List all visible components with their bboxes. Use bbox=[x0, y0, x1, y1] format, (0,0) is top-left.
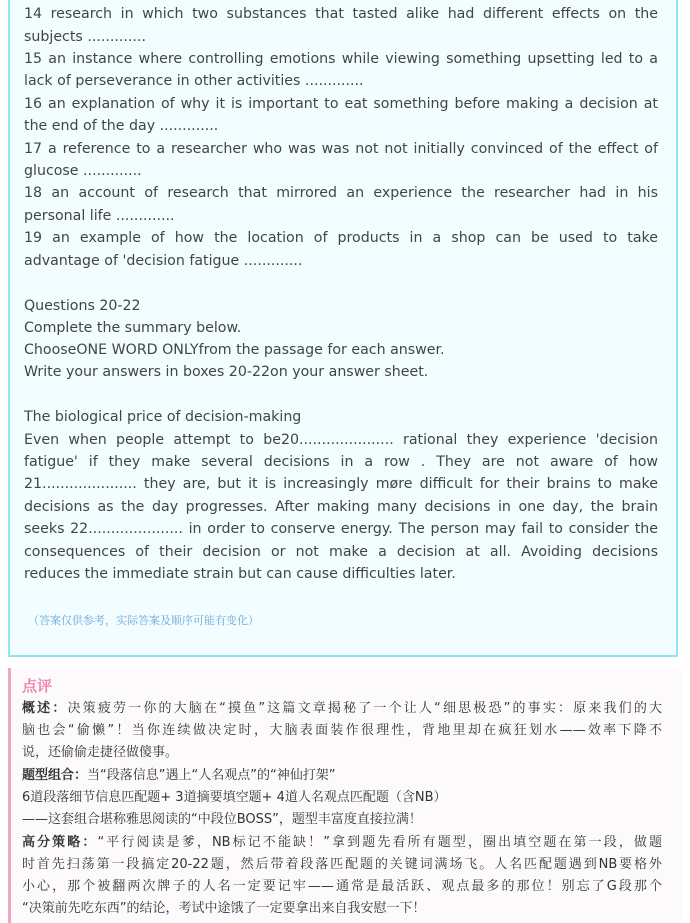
question-types-line-3: ——这套组合堪称雅思阅读的“中段位BOSS”，题型丰富度直接拉满！ bbox=[22, 812, 422, 827]
instruction-2: ChooseONE WORD ONLYfrom the passage for each answer. bbox=[24, 342, 445, 358]
question-19-line2: advantage of 'decision fatigue ............. bbox=[24, 253, 303, 269]
question-15-line2: lack of perseverance in other activities ............. bbox=[24, 73, 364, 89]
question-17-line1: 17 a reference to a researcher who was was not not initially convinced of the effect of bbox=[24, 141, 658, 157]
question-17-line2: glucose ............. bbox=[24, 163, 142, 179]
overview-line-2: 脑也会“偷懒”！当你连续做决定时，大脑表面装作很理性，背地里却在疯狂划水——效率下降不 bbox=[22, 723, 662, 738]
question-18-line2: personal life ............. bbox=[24, 208, 175, 224]
summary-line-5: seeks 22..................... in order to conserve energy. The person may fail to consider the bbox=[24, 521, 658, 537]
summary-line-6: consequences of their decision or not make a decision at all. Avoiding decisions bbox=[24, 544, 658, 560]
strategy-line-4: “决策前先吃东西”的结论，考试中途饿了一定要拿出来自我安慰一下！ bbox=[22, 901, 426, 916]
question-14-line1: 14 research in which two substances that tasted alike had different effects on the bbox=[24, 6, 658, 22]
overview-label: 概述： bbox=[22, 701, 68, 716]
answer-disclaimer: （答案仅供参考，实际答案及顺序可能有变化） bbox=[28, 614, 259, 627]
overview-line-1 bbox=[22, 698, 662, 720]
question-19-line1: 19 an example of how the location of products in a shop can be used to take bbox=[24, 230, 658, 246]
question-15-line1: 15 an instance where controlling emotions while viewing something upsetting led to a bbox=[24, 51, 658, 67]
strategy-line-2: 时首先扫荡第一段搞定20-22题，然后带着段落匹配题的关键词满场飞。人名匹配题遇到NB要格外 bbox=[22, 857, 662, 872]
question-16-line1: 16 an explanation of why it is important to eat something before making a decision at bbox=[24, 96, 658, 112]
question-18-line1: 18 an account of research that mirrored an experience the researcher had in his bbox=[24, 185, 658, 201]
summary-line-1: Even when people attempt to be20..................... rational they experience 'decision bbox=[24, 432, 658, 448]
question-16-line2: the end of the day ............. bbox=[24, 118, 219, 134]
instruction-3: Write your answers in boxes 20-22on your answer sheet. bbox=[24, 364, 429, 380]
instruction-1: Complete the summary below. bbox=[24, 320, 242, 336]
summary-line-7: reduces the immediate strain but can cause difficulties later. bbox=[24, 566, 456, 582]
question-types-line-2: 6道段落细节信息匹配题+ 3道摘要填空题+ 4道人名观点匹配题（含NB） bbox=[22, 790, 447, 805]
overview-text-1: 决策疲劳一你的大脑在“摸鱼”这篇文章揭秘了一个让人“细思极恐”的事实：原来我们的大 bbox=[67, 701, 662, 716]
question-types-line-1 bbox=[22, 765, 662, 787]
section-heading: Questions 20-22 bbox=[24, 298, 141, 314]
overview-line-3: 说，还偷偷走捷径做傻事。 bbox=[22, 745, 179, 760]
strategy-line-3: 小心，那个被翻两次牌子的人名一定要记牢——通常是最活跃、观点最多的那位！别忘了G段那个 bbox=[22, 879, 662, 894]
summary-line-4: decisions as the day progresses. After making many decisions in one day, the brain bbox=[24, 499, 658, 515]
strategy-label: 高分策略： bbox=[22, 835, 98, 850]
question-types-label: 题型组合： bbox=[22, 768, 88, 783]
question-types-text-1: 当“段落信息”遇上“人名观点”的“神仙打架” bbox=[87, 768, 336, 783]
question-14-line2: subjects ............. bbox=[24, 29, 146, 45]
strategy-line-1 bbox=[22, 832, 662, 854]
strategy-text-1: “平行阅读是爹，NB标记不能缺！”拿到题先看所有题型，圈出填空题在第一段，做题 bbox=[97, 835, 662, 850]
summary-line-3: 21..................... they are, but it is increasingly møre difficult for their brains to make bbox=[24, 476, 658, 492]
review-title: 点评 bbox=[22, 677, 53, 695]
summary-title: The biological price of decision-making bbox=[24, 409, 302, 425]
summary-line-2: fatigue' if they make several decisions in a row . They are not aware of how bbox=[24, 454, 658, 470]
